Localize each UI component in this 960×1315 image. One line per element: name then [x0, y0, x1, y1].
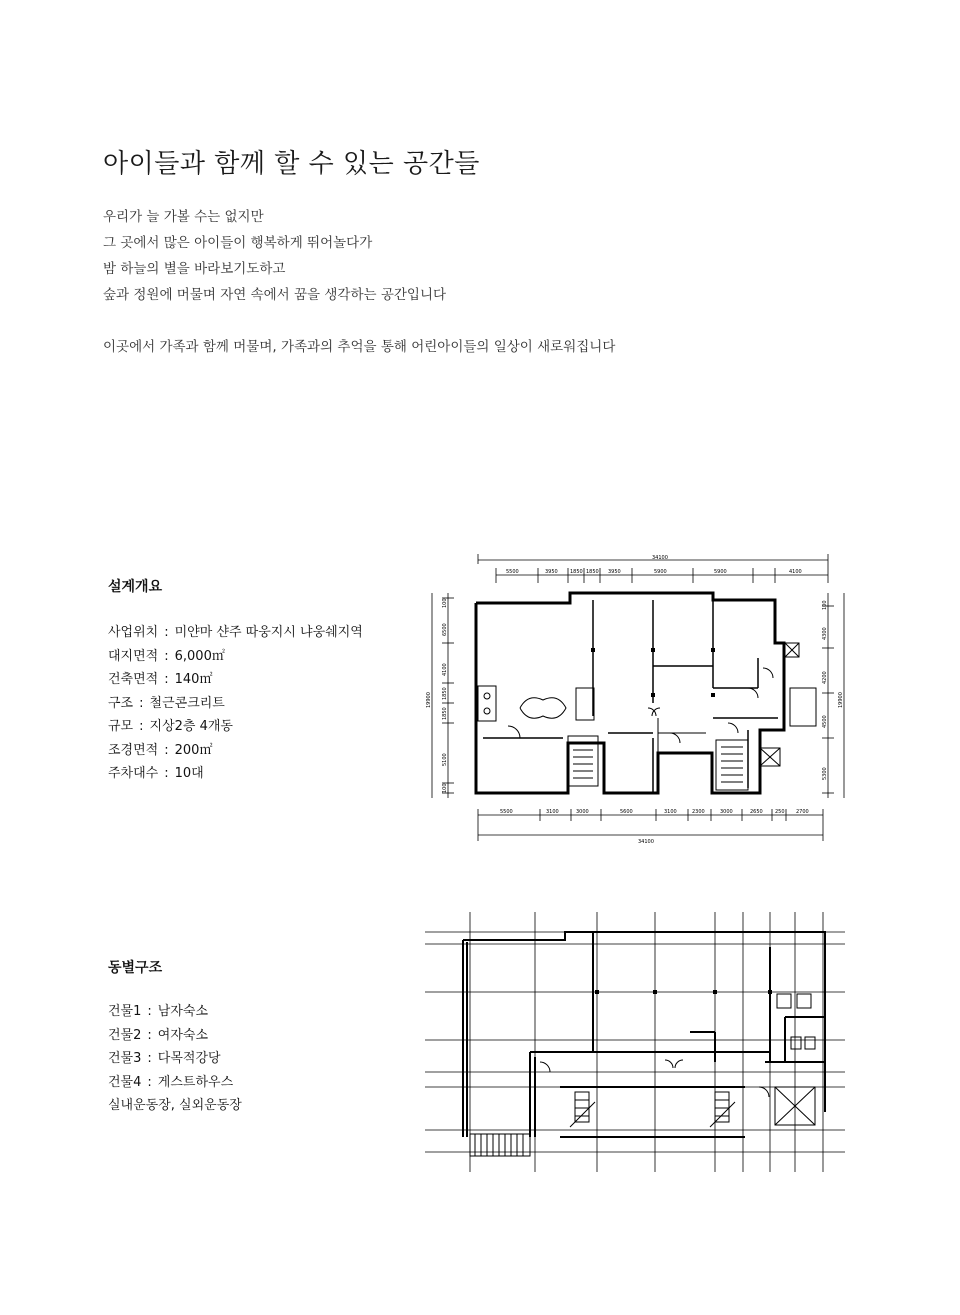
overview-item: 사업위치 : 미얀마 샨주 따웅지시 냐웅쉐지역 — [108, 625, 363, 640]
svg-text:5300: 5300 — [822, 767, 828, 780]
svg-text:3000: 3000 — [720, 809, 733, 815]
building-item: 건물4 : 게스트하우스 — [108, 1074, 234, 1090]
buildings-heading: 동별구조 — [108, 960, 163, 976]
building-item: 건물2 : 여자숙소 — [108, 1027, 209, 1043]
overview-item: 주차대수 : 10대 — [108, 766, 204, 781]
overview-item: 조경면적 : 200㎡ — [108, 742, 213, 758]
svg-text:2300: 2300 — [692, 809, 705, 815]
svg-text:1850: 1850 — [442, 707, 448, 720]
overview-item: 건축면적 : 140㎡ — [108, 672, 213, 687]
svg-text:34100: 34100 — [638, 839, 654, 845]
overview-heading: 설계개요 — [108, 579, 163, 595]
floor-plan-first — [408, 548, 848, 848]
svg-text:1850: 1850 — [586, 569, 599, 575]
interior-walls — [483, 600, 778, 793]
svg-text:4500: 4500 — [822, 715, 828, 728]
floor-plan-second — [425, 912, 845, 1172]
building-item: 건물1 : 남자숙소 — [108, 1004, 209, 1019]
svg-text:6500: 6500 — [442, 623, 448, 636]
svg-text:19900: 19900 — [838, 692, 844, 708]
plan2-walls — [463, 932, 825, 1137]
svg-text:3100: 3100 — [546, 809, 559, 815]
overview-list — [108, 621, 363, 786]
svg-text:3100: 3100 — [664, 809, 677, 815]
building-item: 실내운동장, 실외운동장 — [108, 1098, 242, 1113]
intro-closing: 이곳에서 가족과 함께 머물며, 가족과의 추억을 통해 어린아이들의 일상이 새로워집니다 — [103, 339, 616, 355]
svg-text:34100: 34100 — [652, 555, 668, 561]
intro-line: 우리가 늘 가볼 수는 없지만 — [103, 209, 264, 225]
plan2-details — [470, 994, 815, 1156]
svg-text:4100: 4100 — [789, 569, 802, 575]
svg-text:4300: 4300 — [822, 627, 828, 640]
svg-text:4200: 4200 — [822, 671, 828, 684]
overview-item: 대지면적 : 6,000㎡ — [108, 648, 225, 664]
page-title: 아이들과 함께 할 수 있는 공간들 — [103, 149, 480, 179]
svg-text:1850: 1850 — [570, 569, 583, 575]
svg-text:3950: 3950 — [608, 569, 621, 575]
right-dimension-labels — [822, 600, 844, 780]
svg-text:3950: 3950 — [545, 569, 558, 575]
svg-text:19900: 19900 — [426, 692, 432, 708]
bottom-dimension-labels — [500, 809, 809, 845]
exterior-walls — [476, 593, 784, 793]
intro-line: 그 곳에서 많은 아이들이 행복하게 뛰어놀다가 — [103, 235, 373, 251]
svg-text:100: 100 — [822, 600, 828, 610]
svg-text:100: 100 — [442, 783, 448, 793]
intro-text — [103, 204, 803, 360]
grid-lines — [425, 912, 845, 1172]
svg-text:4100: 4100 — [442, 663, 448, 676]
building-item: 건물3 : 다목적강당 — [108, 1051, 221, 1066]
svg-text:5100: 5100 — [442, 753, 448, 766]
svg-text:5900: 5900 — [714, 569, 727, 575]
bottom-dimension-lines — [478, 809, 823, 841]
top-dimension-labels — [506, 555, 802, 575]
svg-text:5600: 5600 — [620, 809, 633, 815]
svg-text:3000: 3000 — [576, 809, 589, 815]
svg-text:250: 250 — [775, 809, 785, 815]
buildings-list — [108, 1000, 242, 1118]
overview-item: 규모 : 지상2층 4개동 — [108, 719, 233, 734]
svg-text:5500: 5500 — [500, 809, 513, 815]
plan-fixtures — [478, 643, 816, 766]
svg-text:1850: 1850 — [442, 687, 448, 700]
intro-line: 숲과 정원에 머물며 자연 속에서 꿈을 생각하는 공간입니다 — [103, 287, 447, 303]
stair-right — [716, 740, 748, 790]
svg-text:2700: 2700 — [796, 809, 809, 815]
overview-item: 구조 : 철근콘크리트 — [108, 695, 225, 711]
svg-text:2650: 2650 — [750, 809, 763, 815]
svg-text:5500: 5500 — [506, 569, 519, 575]
left-dimension-labels — [426, 598, 448, 793]
svg-text:5900: 5900 — [654, 569, 667, 575]
intro-line: 밤 하늘의 별을 바라보기도하고 — [103, 261, 286, 277]
svg-text:100: 100 — [442, 598, 448, 608]
